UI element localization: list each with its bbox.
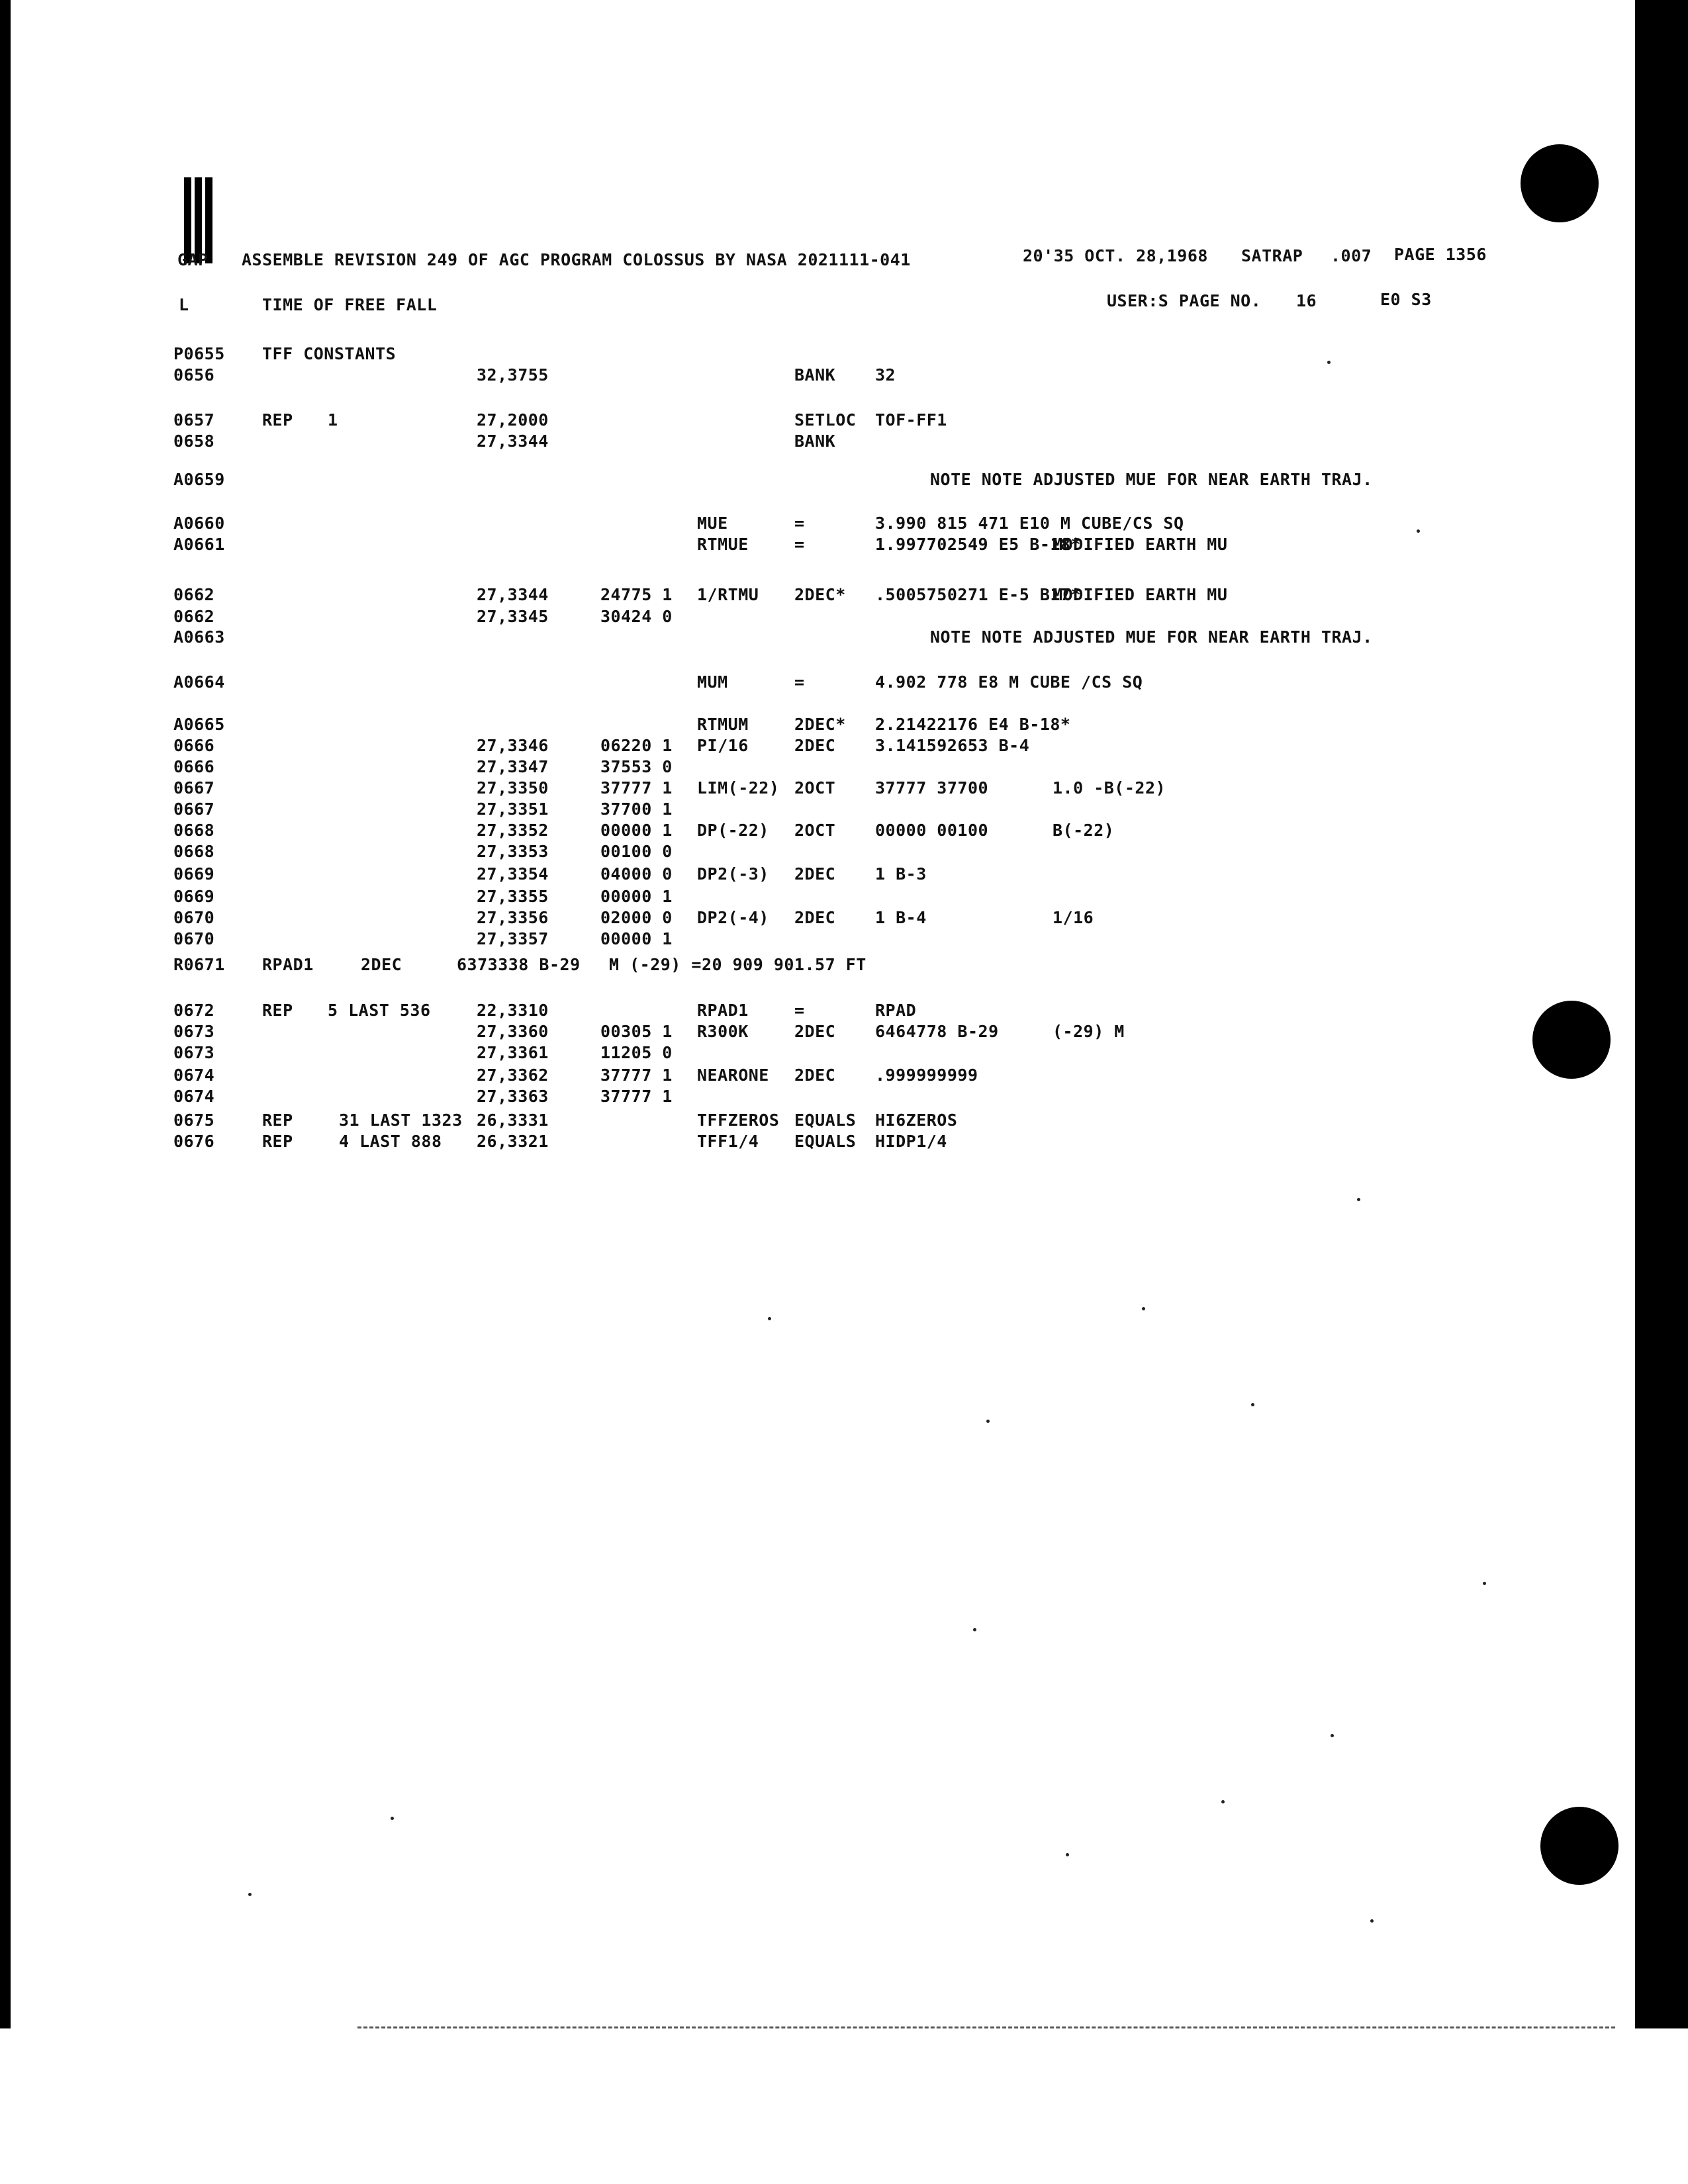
cell-c: 27,3346 bbox=[477, 736, 549, 755]
cell-line-number: 0673 bbox=[173, 1022, 215, 1041]
cell-g: 6464778 B-29 bbox=[875, 1022, 999, 1041]
cell-d: 37553 0 bbox=[600, 757, 673, 776]
cell-line-number: 0670 bbox=[173, 908, 215, 927]
cell-line-number: 0670 bbox=[173, 929, 215, 948]
cell-d: 00100 0 bbox=[600, 842, 673, 861]
cell-b: 5 LAST 536 bbox=[328, 1001, 431, 1020]
cell-line-number: 0667 bbox=[173, 778, 215, 797]
cell-line-number: 0667 bbox=[173, 799, 215, 819]
users-page-label: USER:S PAGE NO. bbox=[1107, 291, 1262, 310]
cell-e: TFFZEROS bbox=[697, 1111, 780, 1130]
cell-g: NOTE NOTE ADJUSTED MUE FOR NEAR EARTH TRAJ. bbox=[930, 627, 1373, 647]
cell-line-number: 0666 bbox=[173, 736, 215, 755]
cell-g: HIDP1/4 bbox=[875, 1132, 947, 1151]
cell-c: 27,3363 bbox=[477, 1087, 549, 1106]
cell-e: NEARONE bbox=[697, 1066, 769, 1085]
cell-f: 2DEC bbox=[794, 1022, 836, 1041]
cell-g: 32 bbox=[875, 365, 896, 385]
cell-d: 30424 0 bbox=[600, 607, 673, 626]
scan-speck bbox=[391, 1817, 394, 1820]
cell-f: EQUALS bbox=[794, 1111, 857, 1130]
scan-speck bbox=[768, 1317, 771, 1320]
cell-g: 4.902 778 E8 M CUBE /CS SQ bbox=[875, 672, 1143, 692]
scan-speck bbox=[1327, 361, 1331, 364]
cell-e: MUM bbox=[697, 672, 728, 692]
cell-e: RTMUE bbox=[697, 535, 749, 554]
cell-line-number: 0658 bbox=[173, 432, 215, 451]
cell-b: 1 bbox=[328, 410, 338, 430]
cell-g: .5005750271 E-5 B17* bbox=[875, 585, 1082, 604]
cell-c: 22,3310 bbox=[477, 1001, 549, 1020]
cell-line-number: A0660 bbox=[173, 514, 225, 533]
cell-e: DP2(-4) bbox=[697, 908, 769, 927]
cell-e: DP2(-3) bbox=[697, 864, 769, 884]
cell-d: 00000 1 bbox=[600, 887, 673, 906]
scan-speck bbox=[973, 1628, 976, 1631]
cell-line-number: 0674 bbox=[173, 1066, 215, 1085]
cell-c: 27,3345 bbox=[477, 607, 549, 626]
cell-a: REP bbox=[262, 1132, 293, 1151]
cell-g: .999999999 bbox=[875, 1066, 978, 1085]
cell-line-number: A0661 bbox=[173, 535, 225, 554]
cell-g: 3.141592653 B-4 bbox=[875, 736, 1030, 755]
cell-c: 27,3354 bbox=[477, 864, 549, 884]
cell-g: 2.21422176 E4 B-18* bbox=[875, 715, 1071, 734]
cell-g: 1 B-4 bbox=[875, 908, 927, 927]
cell-line-number: 0668 bbox=[173, 842, 215, 861]
cell-c: 27,3356 bbox=[477, 908, 549, 927]
cell-f: 2DEC bbox=[794, 736, 836, 755]
cell-d: 37777 1 bbox=[600, 1066, 673, 1085]
cell-e: RTMUM bbox=[697, 715, 749, 734]
cell-d: 02000 0 bbox=[600, 908, 673, 927]
cell-g: 1 B-3 bbox=[875, 864, 927, 884]
cell-g: RPAD bbox=[875, 1001, 917, 1020]
scan-speck bbox=[1370, 1919, 1374, 1923]
cell-h: B(-22) bbox=[1053, 821, 1115, 840]
header-mark: GAP bbox=[177, 250, 209, 269]
cell-f: = bbox=[794, 672, 805, 692]
header-timestamp: 20'35 OCT. 28,1968 bbox=[1023, 246, 1208, 265]
cell-g: 1.997702549 E5 B-18* bbox=[875, 535, 1082, 554]
cell-c: 27,3362 bbox=[477, 1066, 549, 1085]
header-page: PAGE 1356 bbox=[1394, 245, 1487, 264]
cell-h: (-29) M bbox=[1053, 1022, 1125, 1041]
cell-a: RPAD1 bbox=[262, 955, 314, 974]
cell-line-number: 0669 bbox=[173, 887, 215, 906]
cell-line-number: A0665 bbox=[173, 715, 225, 734]
cell-f: 2DEC bbox=[794, 864, 836, 884]
cell-b: 4 LAST 888 bbox=[339, 1132, 442, 1151]
cell-c: 27,3350 bbox=[477, 778, 549, 797]
cell-d: 04000 0 bbox=[600, 864, 673, 884]
cell-line-number: 0675 bbox=[173, 1111, 215, 1130]
cell-f: 2DEC bbox=[794, 1066, 836, 1085]
scan-speck bbox=[1357, 1198, 1360, 1201]
cell-c: 27,3344 bbox=[477, 585, 549, 604]
scan-speck bbox=[248, 1893, 252, 1896]
cell-a: REP bbox=[262, 1111, 293, 1130]
cell-line-number: 0674 bbox=[173, 1087, 215, 1106]
cell-f: = bbox=[794, 514, 805, 533]
cell-f: = bbox=[794, 535, 805, 554]
cell-c: 27,3344 bbox=[477, 432, 549, 451]
cell-c: 27,3347 bbox=[477, 757, 549, 776]
cell-c: 27,3351 bbox=[477, 799, 549, 819]
cell-line-number: A0663 bbox=[173, 627, 225, 647]
cell-f: SETLOC bbox=[794, 410, 857, 430]
cell-f: 2DEC bbox=[794, 908, 836, 927]
cell-f: 2DEC* bbox=[794, 585, 846, 604]
cell-d: 00305 1 bbox=[600, 1022, 673, 1041]
cell-d: 06220 1 bbox=[600, 736, 673, 755]
cell-e: MUE bbox=[697, 514, 728, 533]
header-version: .007 bbox=[1331, 246, 1372, 265]
cell-d: 11205 0 bbox=[600, 1043, 673, 1062]
cell-line-number: A0664 bbox=[173, 672, 225, 692]
cell-c: 27,3361 bbox=[477, 1043, 549, 1062]
cell-line-number: 0662 bbox=[173, 585, 215, 604]
cell-c: 27,2000 bbox=[477, 410, 549, 430]
scan-speck bbox=[1417, 529, 1420, 533]
cell-c: 27,3352 bbox=[477, 821, 549, 840]
cell-a: REP bbox=[262, 1001, 293, 1020]
users-page-number: 16 bbox=[1296, 291, 1317, 310]
cell-e: R300K bbox=[697, 1022, 749, 1041]
cell-h: 1.0 -B(-22) bbox=[1053, 778, 1166, 797]
cell-g: NOTE NOTE ADJUSTED MUE FOR NEAR EARTH TRAJ. bbox=[930, 470, 1373, 489]
cell-c: 26,3321 bbox=[477, 1132, 549, 1151]
cell-line-number: A0659 bbox=[173, 470, 225, 489]
cell-line-number: R0671 bbox=[173, 955, 225, 974]
page-code: E0 S3 bbox=[1380, 290, 1432, 309]
cell-line-number: P0655 bbox=[173, 344, 225, 363]
cell-g: 00000 00100 bbox=[875, 821, 989, 840]
cell-g: HI6ZEROS bbox=[875, 1111, 958, 1130]
cell-f: BANK bbox=[794, 432, 836, 451]
scan-speck bbox=[986, 1420, 990, 1423]
cell-c: 27,3355 bbox=[477, 887, 549, 906]
cell-e: 1/RTMU bbox=[697, 585, 759, 604]
cell-a: TFF CONSTANTS bbox=[262, 344, 397, 363]
cell-b: 31 LAST 1323 bbox=[339, 1111, 463, 1130]
scan-speck bbox=[1221, 1800, 1225, 1803]
cell-c: 27,3357 bbox=[477, 929, 549, 948]
cell-d: M (-29) =20 909 901.57 FT bbox=[609, 955, 867, 974]
scan-speck bbox=[1331, 1734, 1334, 1737]
cell-c: 27,3360 bbox=[477, 1022, 549, 1041]
cell-f: 2OCT bbox=[794, 821, 836, 840]
cell-f: EQUALS bbox=[794, 1132, 857, 1151]
cell-line-number: 0676 bbox=[173, 1132, 215, 1151]
cell-h: 1/16 bbox=[1053, 908, 1094, 927]
cell-line-number: 0668 bbox=[173, 821, 215, 840]
cell-g: 37777 37700 bbox=[875, 778, 989, 797]
cell-e: RPAD1 bbox=[697, 1001, 749, 1020]
cell-line-number: 0656 bbox=[173, 365, 215, 385]
cell-line-number: 0666 bbox=[173, 757, 215, 776]
cell-f: 2OCT bbox=[794, 778, 836, 797]
cell-e: PI/16 bbox=[697, 736, 749, 755]
scan-speck bbox=[1251, 1403, 1254, 1406]
cell-d: 00000 1 bbox=[600, 821, 673, 840]
cell-c: 26,3331 bbox=[477, 1111, 549, 1130]
subheader-marker: L bbox=[179, 295, 189, 314]
header-title: ASSEMBLE REVISION 249 OF AGC PROGRAM COLOSSUS BY NASA 2021111-041 bbox=[242, 250, 911, 269]
cell-g: 3.990 815 471 E10 M CUBE/CS SQ bbox=[875, 514, 1184, 533]
cell-line-number: 0657 bbox=[173, 410, 215, 430]
cell-d: 24775 1 bbox=[600, 585, 673, 604]
header-satrap: SATRAP bbox=[1241, 246, 1303, 265]
scan-speck bbox=[1066, 1853, 1069, 1856]
cell-c: 32,3755 bbox=[477, 365, 549, 385]
cell-line-number: 0669 bbox=[173, 864, 215, 884]
cell-line-number: 0672 bbox=[173, 1001, 215, 1020]
cell-c: 6373338 B-29 bbox=[457, 955, 581, 974]
cell-e: DP(-22) bbox=[697, 821, 769, 840]
cell-a: REP bbox=[262, 410, 293, 430]
cell-g: TOF-FF1 bbox=[875, 410, 947, 430]
cell-h: MODIFIED EARTH MU bbox=[1053, 585, 1228, 604]
cell-line-number: 0662 bbox=[173, 607, 215, 626]
cell-b: 2DEC bbox=[361, 955, 402, 974]
cell-d: 37777 1 bbox=[600, 1087, 673, 1106]
cell-c: 27,3353 bbox=[477, 842, 549, 861]
cell-f: BANK bbox=[794, 365, 836, 385]
cell-f: 2DEC* bbox=[794, 715, 846, 734]
cell-line-number: 0673 bbox=[173, 1043, 215, 1062]
cell-d: 37700 1 bbox=[600, 799, 673, 819]
section-title: TIME OF FREE FALL bbox=[262, 295, 438, 314]
scan-speck bbox=[1142, 1307, 1145, 1310]
cell-d: 00000 1 bbox=[600, 929, 673, 948]
cell-e: TFF1/4 bbox=[697, 1132, 759, 1151]
cell-f: = bbox=[794, 1001, 805, 1020]
scan-speck bbox=[1483, 1582, 1486, 1585]
cell-d: 37777 1 bbox=[600, 778, 673, 797]
cell-h: MODIFIED EARTH MU bbox=[1053, 535, 1228, 554]
cell-e: LIM(-22) bbox=[697, 778, 780, 797]
